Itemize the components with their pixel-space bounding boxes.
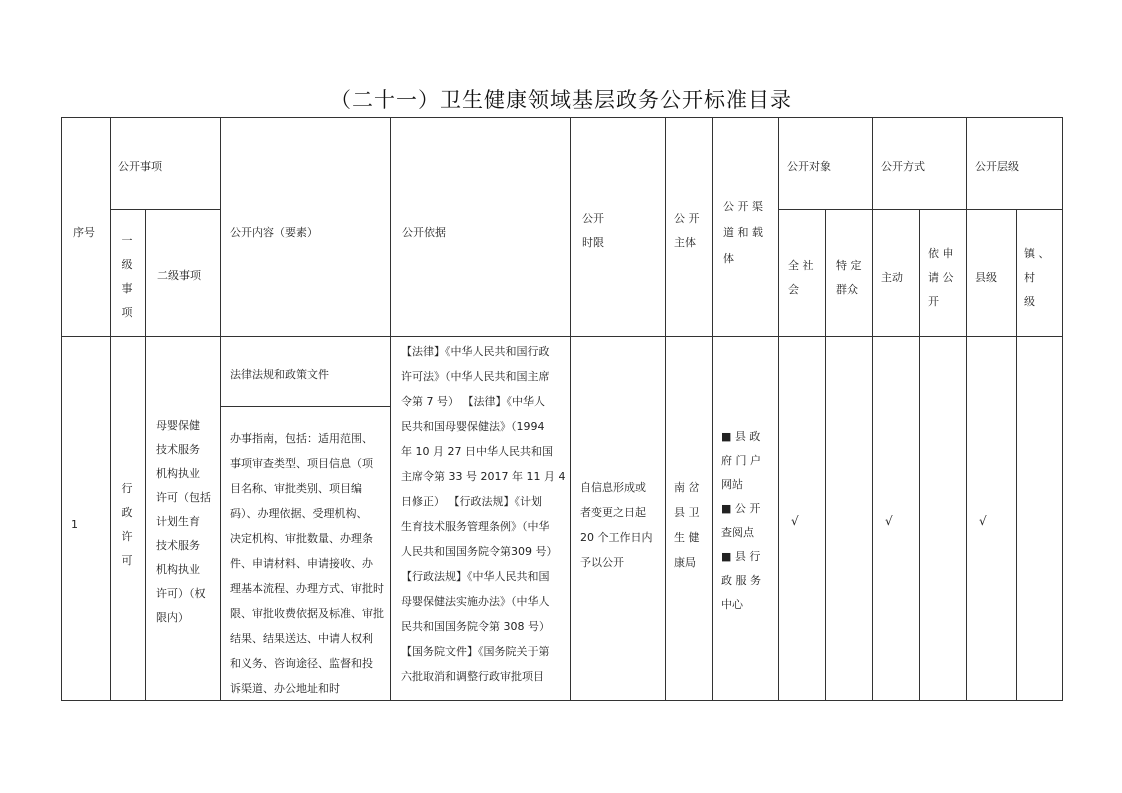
header-level: 公开层级 [975, 160, 1019, 173]
check-level-county: √ [979, 514, 987, 528]
header-method: 公开方式 [881, 160, 925, 173]
header-level-county: 县级 [975, 271, 997, 284]
catalog-table [61, 117, 1063, 700]
header-level-town: 镇 、 村 级 [1024, 247, 1050, 308]
header-object-specific: 特 定 群众 [836, 259, 862, 296]
header-method-apply: 依 申 请 公 开 [928, 247, 954, 308]
header-content: 公开内容（要素） [230, 226, 318, 239]
header-object-all: 全 社 会 [788, 259, 814, 296]
header-seq: 序号 [73, 226, 95, 239]
row-time-limit: 自信息形成或 者变更之日起 20 个工作日内 予以公开 [580, 481, 653, 569]
page-title: （二十一）卫生健康领域基层政务公开标准目录 [330, 88, 792, 112]
row-level1: 行 政 许 可 [121, 482, 133, 567]
header-level1: 一 级 事 项 [121, 234, 133, 319]
row-level2: 母婴保健 技术服务 机构执业 许可（包括 计划生育 技术服务 机构执业 许可）（权 限内） [156, 419, 211, 624]
header-subject: 公 开 主体 [674, 212, 700, 249]
header-level2: 二级事项 [157, 269, 201, 282]
check-method-active: √ [885, 514, 893, 528]
row-content-top: 法律法规和政策文件 [230, 368, 329, 381]
header-matter: 公开事项 [118, 160, 162, 173]
row-content-bottom: 办事指南，包括：适用范围、 事项审查类型、项目信息（项 目名称、审批类别、项目编 码）、办理依据、受理机构、 决定机构、审批数量、办理条 件、申请材料、申请接收、办 理基本流程、办理方式、审批时 限、审批收费依据及标准、审批 结果、结果送达、中请人权利 和义务、咨询途径、监督和投 诉渠道、办公地址和时 [230, 432, 384, 695]
header-channel: 公 开 渠 道 和 载 体 [723, 200, 763, 265]
row-subject: 南 岔 县 卫 生 健 康局 [674, 481, 700, 569]
row-seq: 1 [71, 518, 78, 531]
header-basis: 公开依据 [402, 226, 446, 239]
header-object: 公开对象 [787, 160, 831, 173]
row-channel: ■ 县 政 府 门 户 网站 ■ 公 开 查阅点 ■ 县 行 政 服 务 中心 [721, 430, 761, 611]
check-object-all: √ [791, 514, 799, 528]
header-time-limit: 公开 时限 [582, 212, 604, 249]
row-basis: 【法律】《中华人民共和国行政 许可法》（中华人民共和国主席 令第 7 号） 【法律】《中华人 民共和国母婴保健法》（1994 年 10 月 27 日中华人民共和国 主席令第 33 号 2017 年 11 月 4 日修正） 【行政法规】《计划 生育技术服务管理条例》（中华 人民共和国国务院令第309 号） 【行政法规】《中华人民共和国 母婴保健法实施办法》（中华人 民共和国国务院令第 308 号） 【国务院文件】《国务院关于第 六批取消和调整行政审批项目 [401, 345, 566, 683]
header-method-active: 主动 [881, 271, 903, 284]
